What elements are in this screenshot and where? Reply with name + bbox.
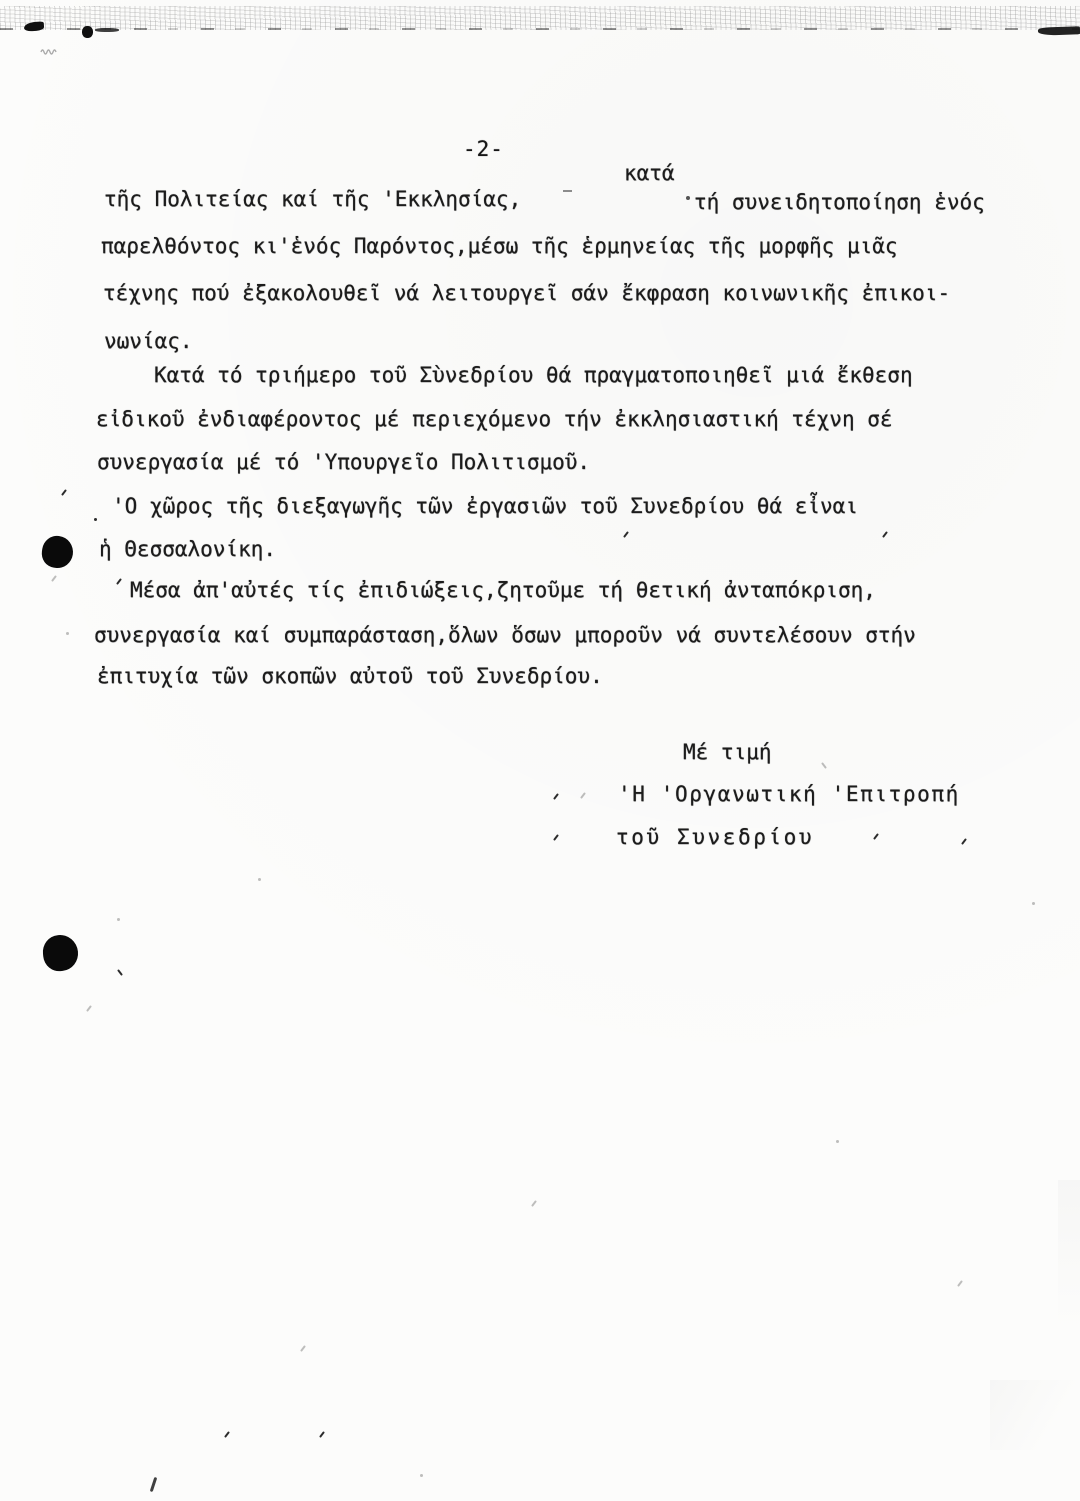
scan-speck (531, 1200, 537, 1207)
hole-punch-dot (41, 933, 80, 972)
closing-salutation: Μέ τιμή (683, 740, 772, 764)
body-line: συνεργασία καί συμπαράσταση,ὅλων ὅσων μποροῦν νά συντελέσουν στήν (94, 623, 916, 647)
scan-speck (117, 969, 123, 976)
scan-artifact-blob (24, 21, 45, 31)
insertion-dash-mark (563, 190, 572, 192)
scan-shading (1058, 1180, 1080, 1330)
scan-speck (86, 1005, 92, 1012)
hole-punch-dot (40, 534, 75, 570)
scan-speck (873, 833, 879, 840)
scan-artifact-blob (82, 26, 93, 38)
scan-speck (1032, 902, 1035, 905)
body-line: τέχνης πού ἐξακολουθεῖ νά λειτουργεῖ σάν ἔκφραση κοινωνικῆς ἐπικοι- (103, 281, 951, 305)
body-line: παρελθόντος κι'ἑνός Παρόντος,μέσω τῆς ἑρμηνείας τῆς μορφῆς μιᾶς (101, 234, 898, 258)
scan-speck (117, 918, 120, 921)
scan-speck (836, 1140, 839, 1143)
body-line: 'Ο χῶρος τῆς διεξαγωγῆς τῶν ἐργασιῶν τοῦ Συνεδρίου θά εἶναι (112, 494, 858, 518)
scan-edge-dashed-line (0, 28, 1080, 30)
scan-speck (553, 834, 559, 841)
scan-speck (961, 838, 967, 845)
scan-mark-squiggle (40, 40, 62, 59)
body-line: εἰδικοῦ ἐνδιαφέροντος μέ περιεχόμενο τήν ἐκκλησιαστική τέχνη σέ (96, 407, 893, 431)
body-line: τή συνειδητοποίηση ἑνός (694, 190, 985, 214)
scan-shading (990, 1380, 1080, 1450)
scan-speck (51, 575, 57, 582)
scan-speck (116, 578, 122, 585)
page-number: -2- (463, 137, 504, 161)
scan-speck (623, 531, 629, 538)
body-line: Μέσα ἀπ'αὐτές τίς ἐπιδιώξεις,ζητοῦμε τή θετική ἀνταπόκριση, (130, 578, 876, 602)
scan-speck (957, 1280, 963, 1287)
scan-slash-mark (150, 1477, 157, 1492)
scan-speck (224, 1431, 230, 1438)
body-line: τῆς Πολιτείας καί τῆς 'Εκκλησίας, (104, 187, 522, 211)
body-line: νωνίας. (104, 329, 193, 353)
scan-speck (420, 1474, 423, 1477)
scan-speck (580, 792, 586, 799)
inserted-word: κατά (624, 161, 675, 185)
scan-speck (300, 1345, 306, 1352)
scan-speck (882, 531, 888, 538)
scan-artifact-blob (95, 28, 119, 32)
scan-speck (319, 1431, 325, 1438)
scan-speck (66, 632, 69, 635)
closing-committee-org: τοῦ Συνεδρίου (616, 825, 815, 849)
insertion-caret-mark (686, 196, 690, 200)
scan-speck (94, 518, 97, 521)
closing-committee: 'Η 'Οργανωτική 'Επιτροπή (618, 782, 960, 806)
scan-speck (821, 762, 827, 769)
scan-speck (258, 878, 261, 881)
body-line: συνεργασία μέ τό 'Υπουργεῖο Πολιτισμοῦ. (97, 450, 591, 474)
body-line: Κατά τό τριήμερο τοῦ Σὺνεδρίου θά πραγματοποιηθεῖ μιά ἔκθεση (154, 363, 913, 387)
scan-speck (553, 793, 559, 800)
scan-speck (61, 489, 67, 496)
body-line: ἡ Θεσσαλονίκη. (99, 537, 277, 561)
body-line: ἐπιτυχία τῶν σκοπῶν αὐτοῦ τοῦ Συνεδρίου. (97, 664, 603, 688)
scan-noise-band (0, 6, 1080, 30)
scan-artifact-blob (1038, 26, 1080, 35)
